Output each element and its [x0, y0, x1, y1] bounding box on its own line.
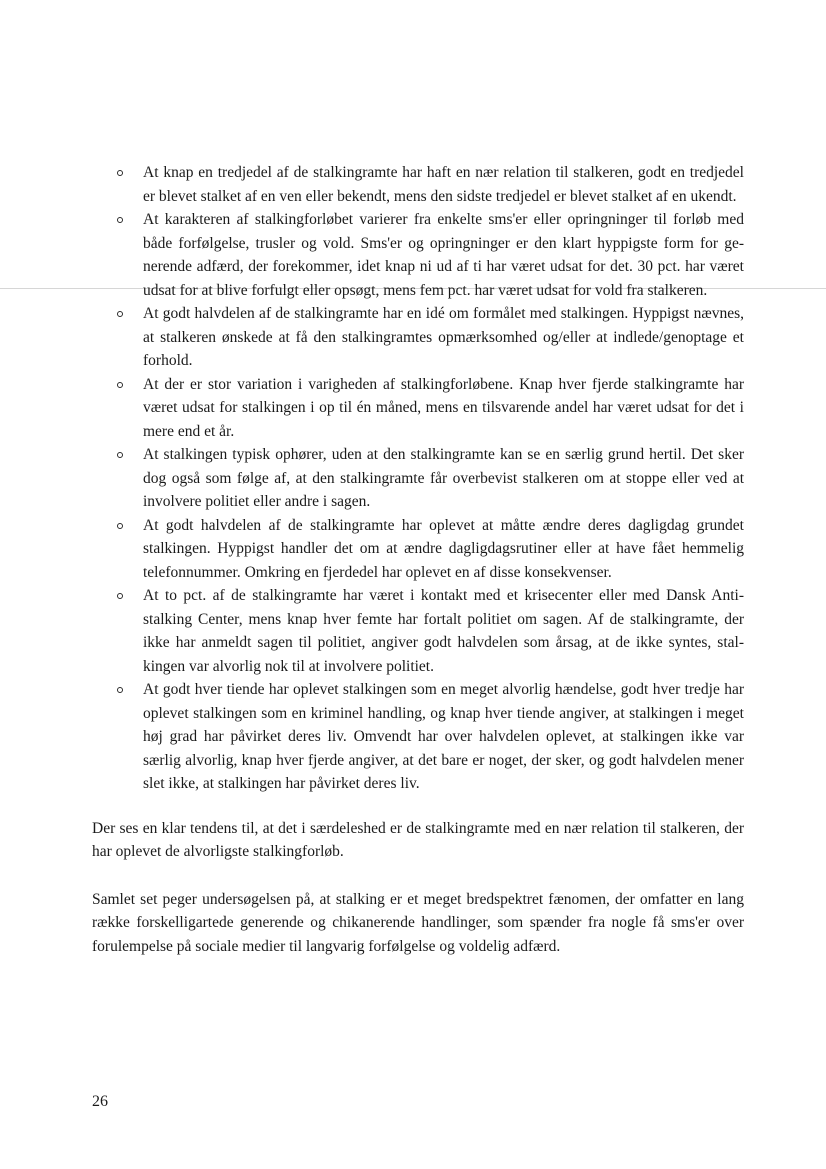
bullet-icon: [117, 311, 123, 317]
bullet-icon: [117, 523, 123, 529]
list-item: [92, 161, 744, 208]
list-item-text: At stalkingen typisk ophører, uden at den stalkingramte kan se en særlig grund hertil. Det sker dog også som følge af, at den stalkingramte får overbevist stalkeren om at stoppe eller ved at involvere politiet eller andre i sagen.: [143, 446, 744, 510]
conclusion-paragraph-2: Samlet set peger undersøgelsen på, at stalking er et meget bredspektret fænomen, der omfatter en lang række forskelligartede generende og chikanerende handlinger, som spænder fra nogle få sms'er over forulempelse på sociale medier til langvarig forfølgelse og voldelig adfærd.: [92, 890, 744, 955]
list-item: [92, 443, 744, 514]
list-item: [92, 302, 744, 373]
conclusion-paragraph-1: Der ses en klar tendens til, at det i særdeleshed er de stalkingramte med en nær relation til stalkeren, der har oplevet de alvorligste stalkingforløb.: [92, 819, 744, 860]
list-item-text: At karakteren af stalkingforløbet varierer fra enkelte sms'er eller opringninger til forløb med både forfølgelse, trusler og vold. Sms'er og opringninger er den klart hyppigste form for generende adfærd, der forekommer, idet knap ni ud af ti har været udsat for det. 30 pct. har været udsat for at blive forfulgt eller opsøgt, mens fem pct. har været udsat for vold fra stalkeren.: [143, 211, 744, 299]
bullet-icon: [117, 593, 123, 599]
findings-list: [92, 161, 744, 796]
document-body: [92, 161, 744, 958]
bullet-icon: [117, 382, 123, 388]
list-item-text: At godt halvdelen af de stalkingramte har en idé om formålet med stalkingen. Hyppigst nævnes, at stalkeren ønskede at få den stalkingramtes opmærksomhed og/eller at indlede/genoptage et forhold.: [143, 305, 744, 369]
list-item: [92, 514, 744, 585]
list-item-text: At der er stor variation i varigheden af stalkingforløbene. Knap hver fjerde stalkingramte har været udsat for stalkingen i op til én måned, mens en tilsvarende andel har været udsat for det i mere end et år.: [143, 375, 744, 440]
bullet-icon: [117, 452, 123, 458]
list-item-text: At knap en tredjedel af de stalkingramte har haft en nær relation til stalkeren, godt en tredjedel er blevet stalket af en ven eller bekendt, mens den sidste tredjedel er blevet stalket af en ukendt.: [143, 164, 744, 205]
bullet-icon: [117, 170, 123, 176]
list-item: [92, 678, 744, 796]
bullet-icon: [117, 217, 123, 223]
list-item: [92, 584, 744, 678]
list-item-text: At godt hver tiende har oplevet stalkingen som en meget alvorlig hændelse, godt hver tredje har oplevet stalkingen som en kriminel handling, og knap hver tiende angiver, at stalkingen i meget høj grad har påvirket deres liv. Omvendt har over halvdelen oplevet, at stalkingen ikke var særlig alvorlig, knap hver fjerde angiver, at det bare er noget, der sker, og godt halvdelen mener slet ikke, at stalkingen har påvirket deres liv.: [143, 681, 744, 792]
list-item: [92, 208, 744, 302]
list-item-text: At godt halvdelen af de stalkingramte har oplevet at måtte ændre deres dagligdag grundet stalkingen. Hyppigst handler det om at ændre dagligdagsrutiner eller at have fået hemmelig telefonnummer. Omkring en fjerdedel har oplevet en af disse konsekvenser.: [143, 516, 744, 581]
bullet-icon: [117, 687, 123, 693]
page-number: 26: [92, 1093, 108, 1110]
list-item: [92, 373, 744, 444]
list-item-text: At to pct. af de stalkingramte har været i kontakt med et krisecenter eller med Dansk Antistalking Center, mens knap hver femte har fortalt politiet om sagen. Af de stalkingramte, der ikke har anmeldt sagen til politiet, angiver godt halvdelen som årsag, at de ikke syntes, stalkingen var alvorlig nok til at involvere politiet.: [143, 587, 744, 675]
